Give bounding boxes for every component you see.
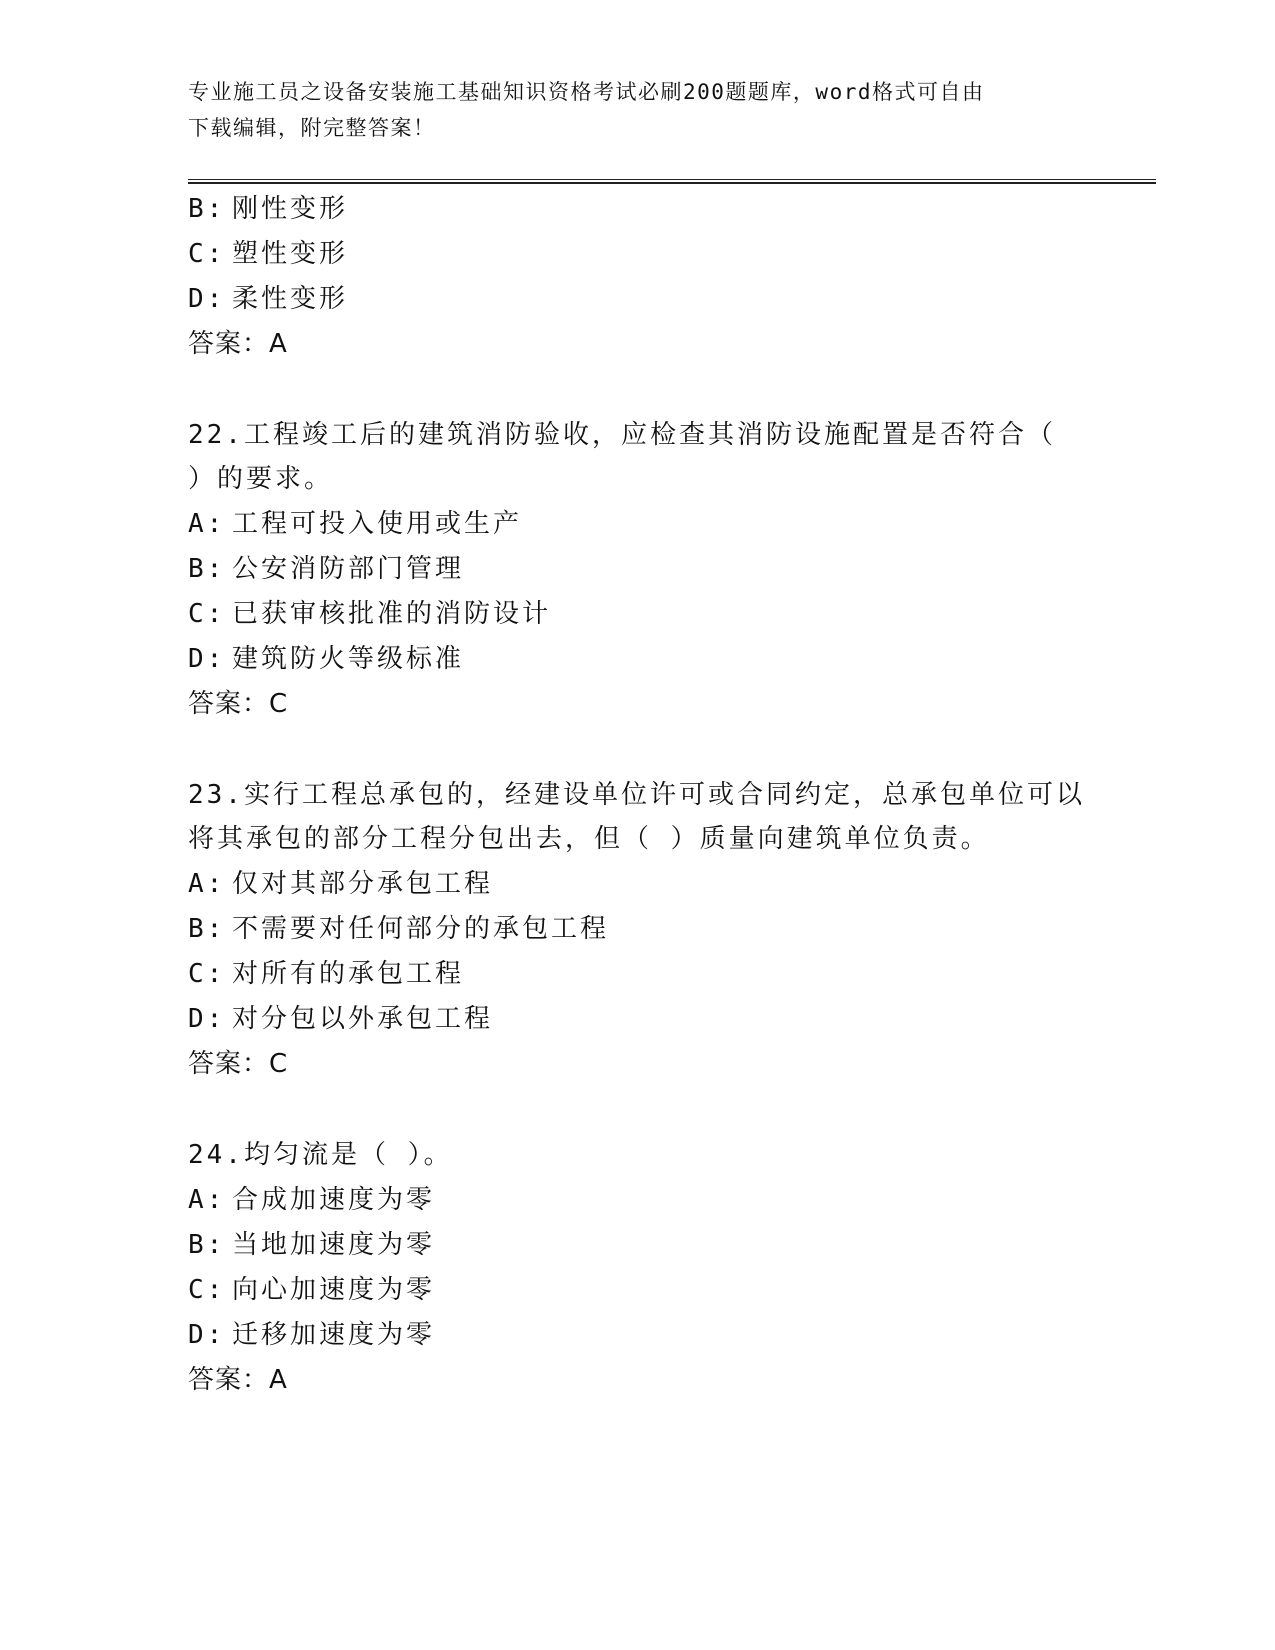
option-c	[188, 1273, 435, 1307]
option-d	[188, 1002, 493, 1036]
option-letter: C:	[188, 239, 226, 269]
option-text: 对所有的承包工程	[232, 959, 465, 989]
option-letter: B:	[188, 914, 226, 944]
option-text: 仅对其部分承包工程	[232, 869, 494, 899]
option-b	[188, 1228, 435, 1262]
option-text: 建筑防火等级标准	[232, 644, 465, 674]
option-text: 工程可投入使用或生产	[232, 509, 523, 539]
option-text: 合成加速度为零	[232, 1185, 436, 1215]
option-letter: A:	[188, 509, 226, 539]
option-c	[188, 957, 464, 991]
header-divider	[188, 179, 1156, 184]
option-letter: D:	[188, 1320, 226, 1350]
option-b	[188, 552, 464, 586]
option-text: 柔性变形	[232, 284, 349, 314]
option-letter: D:	[188, 1004, 226, 1034]
page-header	[188, 74, 1088, 146]
option-letter: C:	[188, 599, 226, 629]
question-stem: 22.工程竣工后的建筑消防验收，应检查其消防设施配置是否符合（	[188, 420, 1056, 450]
option-letter: A:	[188, 869, 226, 899]
question-stem: 24.均匀流是（ ）。	[188, 1140, 453, 1170]
option-text: 刚性变形	[232, 194, 349, 224]
option-text: 迁移加速度为零	[232, 1320, 436, 1350]
header-line-1: 专业施工员之设备安装施工基础知识资格考试必刷200题题库，word格式可自由	[188, 80, 985, 104]
option-text: 公安消防部门管理	[232, 554, 465, 584]
option-d	[188, 642, 464, 676]
option-letter: C:	[188, 1275, 226, 1305]
option-letter: B:	[188, 1230, 226, 1260]
option-text: 已获审核批准的消防设计	[232, 599, 552, 629]
option-letter: B:	[188, 194, 226, 224]
option-b	[188, 912, 609, 946]
option-letter: C:	[188, 959, 226, 989]
answer-line: 答案：A	[188, 329, 288, 359]
option-c	[188, 237, 348, 271]
option-letter: D:	[188, 284, 226, 314]
question-stem-continued: 将其承包的部分工程分包出去，但（ ）质量向建筑单位负责。	[188, 824, 990, 854]
answer-line: 答案：C	[188, 1049, 289, 1079]
option-d	[188, 1318, 435, 1352]
option-letter: A:	[188, 1185, 226, 1215]
question-stem: 23.实行工程总承包的，经建设单位许可或合同约定，总承包单位可以	[188, 780, 1085, 810]
option-letter: B:	[188, 554, 226, 584]
option-a	[188, 867, 493, 901]
option-text: 不需要对任何部分的承包工程	[232, 914, 610, 944]
option-text: 当地加速度为零	[232, 1230, 436, 1260]
option-b	[188, 192, 348, 226]
option-text: 对分包以外承包工程	[232, 1004, 494, 1034]
option-text: 向心加速度为零	[232, 1275, 436, 1305]
option-a	[188, 1183, 435, 1217]
option-a	[188, 507, 522, 541]
question-stem-continued: ）的要求。	[188, 464, 334, 494]
option-c	[188, 597, 551, 631]
answer-line: 答案：C	[188, 689, 289, 719]
option-d	[188, 282, 348, 316]
header-line-2: 下载编辑，附完整答案！	[188, 116, 436, 140]
answer-line: 答案：A	[188, 1365, 288, 1395]
option-letter: D:	[188, 644, 226, 674]
option-text: 塑性变形	[232, 239, 349, 269]
